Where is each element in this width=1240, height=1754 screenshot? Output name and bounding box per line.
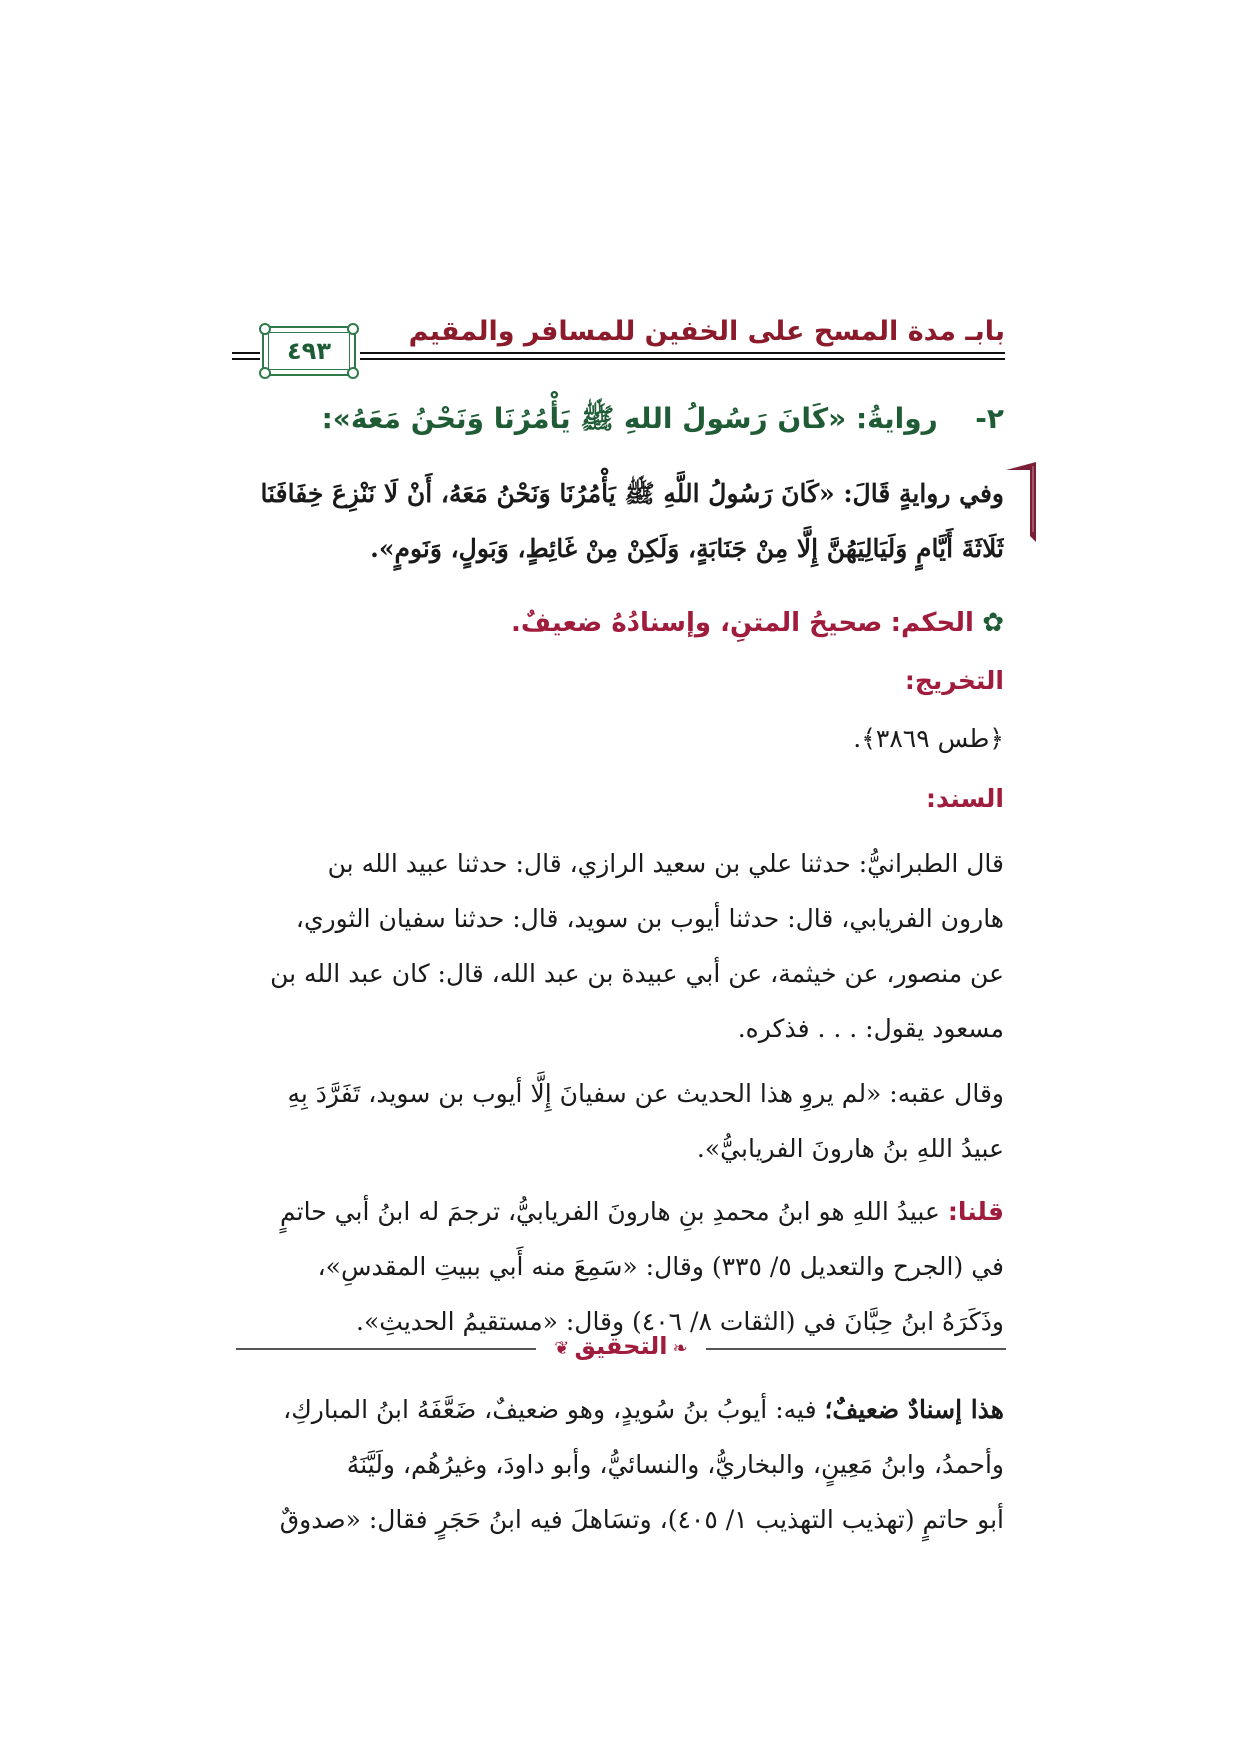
tahqiq-lead: هذا إسنادٌ ضعيفٌ؛: [824, 1395, 1004, 1424]
chapter-title: بابـ مدة المسح على الخفين للمسافر والمقيم: [408, 316, 1005, 347]
tahqiq-paragraph: [244, 1382, 1004, 1547]
section-label: روايةُ:: [855, 402, 938, 435]
text-line: عن منصور، عن خيثمة، عن أبي عبيدة بن عبد الله، قال: كان عبد الله بن: [270, 959, 1004, 988]
section-quote: «كَانَ رَسُولُ اللهِ ﷺ يَأْمُرُنَا وَنَحْنُ مَعَهُ»:: [321, 402, 847, 435]
ruling-line: [511, 608, 1004, 638]
scroll-ornament-icon: ❧: [672, 1338, 688, 1359]
header-rule-right-top: [360, 352, 1005, 354]
narration-line: ثَلَاثَةَ أَيَّامٍ وَلَيَالِيَهُنَّ إِلَّا مِنْ جَنَابَةٍ، وَلَكِنْ مِنْ غَائِطٍ، وَبَولٍ، وَنَومٍ».: [370, 534, 1004, 563]
tahqiq-divider: [236, 1328, 1006, 1368]
sanad-label: السند:: [925, 784, 1004, 813]
header-rule-left-top: [232, 352, 260, 354]
text-line: وقال عقبه: «لم يروِ هذا الحديث عن سفيانَ إِلَّا أيوب بن سويد، تَفَرَّدَ بِهِ: [287, 1079, 1004, 1108]
tahqiq-title: التحقيق: [574, 1332, 668, 1360]
page-number-frame: [262, 326, 356, 376]
header-rule-left-bottom: [232, 358, 260, 360]
frame-corner-ornament: [259, 323, 271, 335]
ruling-text: صحيحُ المتنِ، وإسنادُهُ ضعيفٌ.: [511, 608, 883, 638]
flower-ornament-icon: ✿: [982, 608, 1004, 638]
text-line: أبو حاتمٍ (تهذيب التهذيب ١/ ٤٠٥)، وتسَاهلَ فيه ابنُ حَجَرٍ فقال: «صدوقٌ: [279, 1505, 1004, 1534]
page-number: ٤٩٣: [287, 337, 331, 365]
divider-line-left: [236, 1348, 536, 1350]
text-line: فيه: أيوبُ بنُ سُويدٍ، وهو ضعيفٌ، ضَعَّفَهُ ابنُ المباركِ،: [283, 1395, 817, 1424]
qulna-first-line: [244, 1184, 1004, 1239]
takhrij-reference: ﴿طس ٣٨٦٩﴾.: [853, 724, 1004, 753]
sanad-comment-paragraph: [244, 1066, 1004, 1176]
text-line: عبيدُ اللهِ هو ابنُ محمدِ بنِ هارونَ الفريابيُّ، ترجمَ له ابنُ أبي حاتمٍ: [280, 1197, 940, 1226]
narration-line: وفي روايةٍ قَالَ: «كَانَ رَسُولُ اللَّهِ ﷺ يَأْمُرُنَا وَنَحْنُ مَعَهُ، أَنْ لَا نَنْزِعَ خِفَافَنَا: [260, 479, 1004, 508]
ruling-label: الحكم:: [890, 608, 974, 638]
header-rule-right-bottom: [360, 358, 1005, 360]
qulna-paragraph: [244, 1184, 1004, 1349]
text-line: مسعود يقول: . . . فذكره.: [737, 1014, 1004, 1043]
divider-line-right: [706, 1348, 1006, 1350]
divider-center: [536, 1332, 706, 1360]
section-heading: [184, 402, 1004, 442]
narration-text: [244, 466, 1004, 576]
qulna-label: قلنا:: [947, 1197, 1004, 1226]
frame-corner-ornament: [259, 367, 271, 379]
text-line: هارون الفريابي، قال: حدثنا أيوب بن سويد، قال: حدثنا سفيان الثوري،: [295, 904, 1004, 933]
frame-corner-ornament: [347, 323, 359, 335]
section-number: ٢-: [975, 402, 1004, 435]
text-line: عبيدُ اللهِ بنُ هارونَ الفريابيُّ».: [696, 1134, 1004, 1163]
takhrij-label: التخريج:: [904, 666, 1004, 695]
text-line: في (الجرح والتعديل ٥/ ٣٣٥) وقال: «سَمِعَ منه أَبي ببيتِ المقدسِ»،: [317, 1252, 1004, 1281]
text-line: قال الطبرانيُّ: حدثنا علي بن سعيد الرازي، قال: حدثنا عبيد الله بن: [327, 849, 1004, 878]
frame-corner-ornament: [347, 367, 359, 379]
sanad-paragraph: [244, 836, 1004, 1056]
text-line: وذَكَرَهُ ابنُ حِبَّانَ في (الثقات ٨/ ٤٠٦) وقال: «مستقيمُ الحديثِ».: [356, 1307, 1004, 1336]
corner-ornament-icon: [1000, 462, 1036, 542]
text-line: وأحمدُ، وابنُ مَعِينٍ، والبخاريُّ، والنسائيُّ، وأبو داودَ، وغيرُهُم، ولَيَّنَهُ: [346, 1450, 1004, 1479]
tahqiq-first-line: [244, 1382, 1004, 1437]
scroll-ornament-icon: ❦: [554, 1338, 570, 1359]
